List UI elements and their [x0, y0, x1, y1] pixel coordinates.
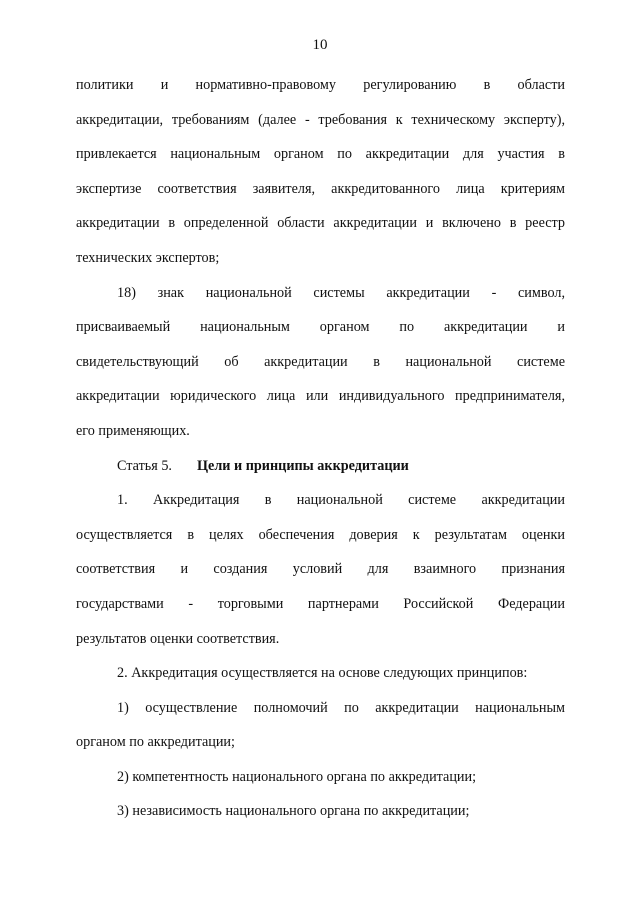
text-line: результатов оценки соответствия.: [76, 630, 280, 647]
text-line: привлекается национальным органом по аккредитации для участия в: [76, 146, 565, 163]
text-line: государствами - торговыми партнерами Российской Федерации: [76, 595, 565, 612]
article-label: Статья 5.: [117, 457, 172, 474]
text-line: технических экспертов;: [76, 249, 220, 266]
text-line: свидетельствующий об аккредитации в национальной системе: [76, 353, 565, 370]
text-line: 2. Аккредитация осуществляется на основе следующих принципов:: [117, 665, 528, 682]
paragraphs-before-article: [76, 68, 565, 449]
text-line: его применяющих.: [76, 422, 190, 439]
document-body: [76, 68, 565, 829]
text-line: политики и нормативно-правовому регулированию в области: [76, 77, 565, 93]
paragraphs-after-article: [76, 483, 565, 829]
text-line: осуществляется в целях обеспечения доверия к результатам оценки: [76, 526, 565, 543]
text-line: аккредитации, требованиям (далее - требования к техническому эксперту),: [76, 111, 565, 128]
text-line: соответствия и создания условий для взаимного признания: [76, 561, 565, 578]
text-line: органом по аккредитации;: [76, 734, 235, 751]
text-line: аккредитации юридического лица или индивидуального предпринимателя,: [76, 388, 565, 405]
page-number: 10: [312, 37, 328, 53]
article-heading: [76, 449, 565, 484]
text-line: 1. Аккредитация в национальной системе аккредитации: [117, 492, 565, 509]
article-title: Цели и принципы аккредитации: [197, 457, 409, 474]
text-line: 18) знак национальной системы аккредитации - символ,: [117, 284, 565, 301]
text-line: аккредитации в определенной области аккредитации и включено в реестр: [76, 215, 565, 232]
text-line: присваиваемый национальным органом по аккредитации и: [76, 319, 565, 336]
text-line: экспертизе соответствия заявителя, аккредитованного лица критериям: [76, 180, 565, 197]
text-line: 1) осуществление полномочий по аккредитации национальным: [117, 699, 565, 716]
text-line: 3) независимость национального органа по аккредитации;: [117, 803, 470, 820]
text-line: 2) компетентность национального органа по аккредитации;: [117, 768, 477, 785]
